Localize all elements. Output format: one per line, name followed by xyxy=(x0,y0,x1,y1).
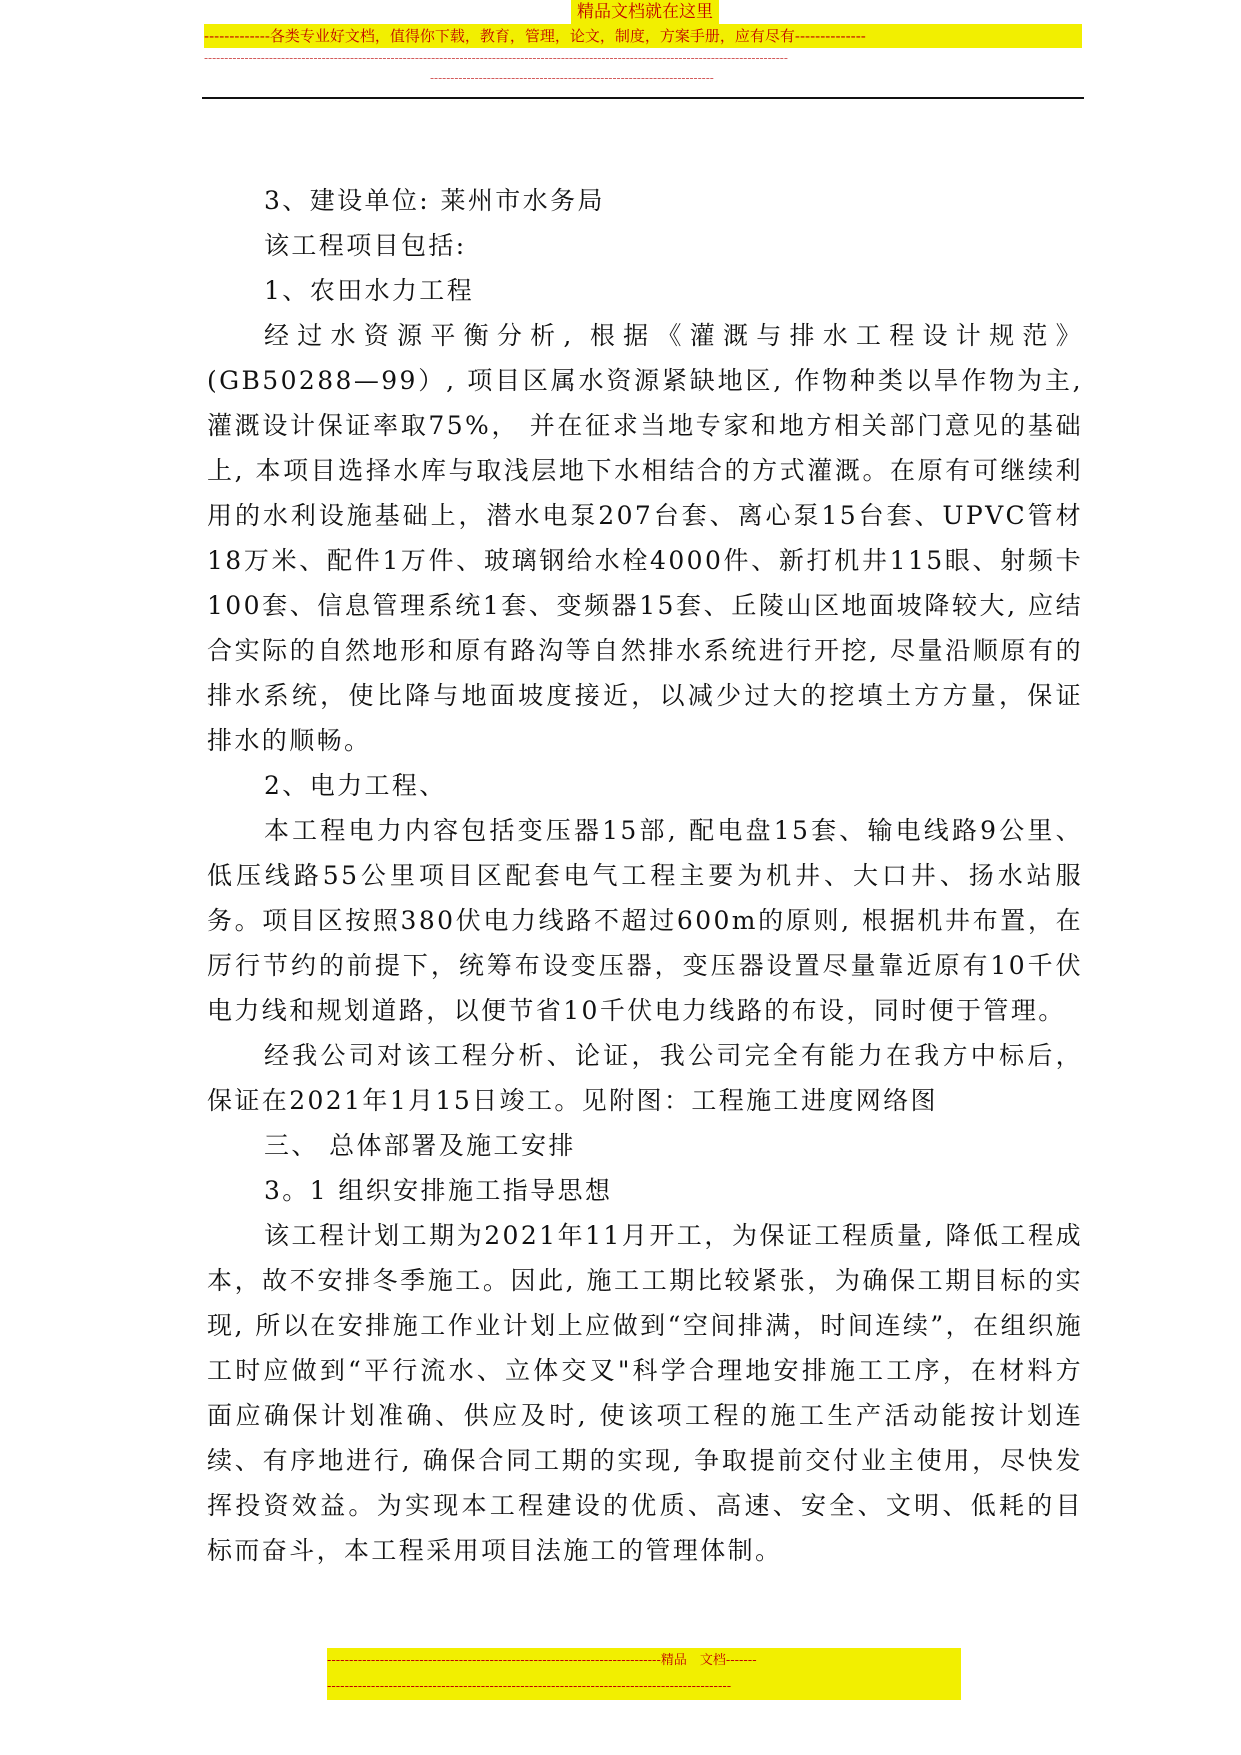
header-tagline: -------------各类专业好文档，值得你下载，教育，管理，论文，制度，方案手册，应有尽有-------------- xyxy=(204,24,1082,48)
paragraph-project-includes: 该工程项目包括: xyxy=(264,231,467,260)
heading-general-deployment: 三、 总体部署及施工安排 xyxy=(264,1131,576,1160)
paragraph-schedule: 该工程计划工期为2021年11月开工，为保证工程质量, 降低工程成本，故不安排冬季施工。因此, 施工工期比较紧张，为确保工期目标的实现, 所以在安排施工作业计划上应做到“空间排满，时间连续”，在组织施工时应做到“平行流水、立体交叉"科学合理地安排施工工序，在材料方面应确保计划准确、供应及时, 使该项工程的施工生产活动能按计划连续、有序地进行, 确保合同工期的实现, 争取提前交付业主使用，尽快发挥投资效益。为实现本工程建设的优质、高速、安全、文明、低耗的目标而奋斗，本工程采用项目法施工的管理体制。 xyxy=(207,1221,1083,1565)
heading-farmland-water: 1、农田水力工程 xyxy=(264,276,475,305)
paragraph-construction-unit: 3、建设单位: 莱州市水务局 xyxy=(264,186,605,215)
header-dashes-2: ---------------------------------------------------------------------- xyxy=(430,71,714,85)
footer-line-1: ----------------------------------------------------------------------------精品 文档------- xyxy=(327,1648,961,1674)
footer-line-2: -------------------------------------------------------------------------------------------- xyxy=(327,1674,961,1700)
heading-power-engineering: 2、电力工程、 xyxy=(264,771,447,800)
document-body xyxy=(207,178,1083,1573)
paragraph-farmland-water: 经过水资源平衡分析, 根据《灌溉与排水工程设计规范》(GB50288—99）, 项目区属水资源紧缺地区, 作物种类以旱作物为主, 灌溉设计保证率取75%， 并在征求当地专家和地方相关部门意见的基础上, 本项目选择水库与取浅层地下水相结合的方式灌溉。在原有可继续利用的水利设施基础上，潜水电泵207台套、离心泵15台套、UPVC管材18万米、配件1万件、玻璃钢给水栓4000件、新打机井115眼、射频卡100套、信息管理系统1套、变频器15套、丘陵山区地面坡降较大, 应结合实际的自然地形和原有路沟等自然排水系统进行开挖, 尽量沿顺原有的排水系统，使比降与地面坡度接近，以减少过大的挖填土方方量，保证排水的顺畅。 xyxy=(207,321,1083,755)
header-divider xyxy=(202,97,1084,99)
heading-guiding-ideas: 3。1 组织安排施工指导思想 xyxy=(264,1176,613,1205)
header-dashes-1: ------------------------------------------------------------------------------------------------------------------------------------------------ xyxy=(204,51,788,65)
header-title: 精品文档就在这里 xyxy=(571,0,719,24)
paragraph-power-engineering: 本工程电力内容包括变压器15部, 配电盘15套、输电线路9公里、低压线路55公里项目区配套电气工程主要为机井、大口井、扬水站服务。项目区按照380伏电力线路不超过600m的原则, 根据机井布置，在厉行节约的前提下，统筹布设变压器，变压器设置尽量靠近原有10千伏电力线和规划道路，以便节省10千伏电力线路的布设，同时便于管理。 xyxy=(207,816,1083,1025)
paragraph-completion: 经我公司对该工程分析、论证，我公司完全有能力在我方中标后，保证在2021年1月15日竣工。见附图：工程施工进度网络图 xyxy=(207,1041,1083,1115)
